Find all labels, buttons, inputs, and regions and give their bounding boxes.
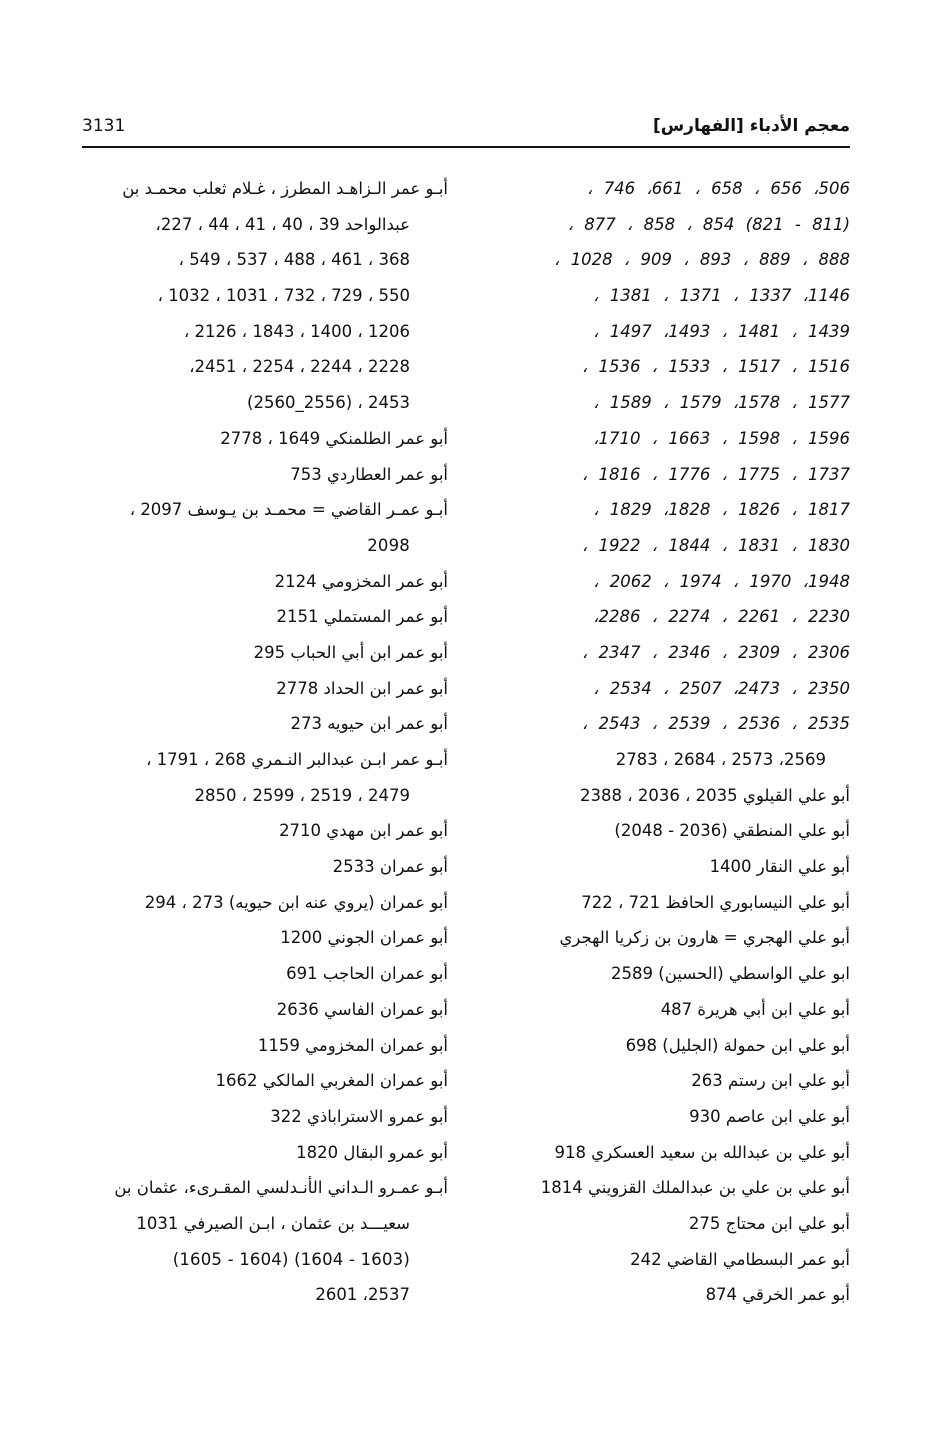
index-line: أبو عمر العطاردي 753 (290, 464, 448, 484)
index-column-left (76, 171, 448, 1313)
index-line: أبو عمر المستملي 2151 (276, 607, 448, 627)
index-line: 1596 ، 1598 ، 1663 ، 1710، (593, 428, 850, 448)
index-line: 2230 ، 2261 ، 2274 ، 2286، (593, 607, 850, 627)
index-line: 550 ، 729 ، 732 ، 1031 ، 1032 ، (157, 286, 410, 306)
index-line: أبـو عمـرو الـداني الأنـدلسي المقـرىء، عثمان بن (114, 1178, 448, 1198)
index-line: 2453 ، (2556_2560) (247, 393, 410, 413)
index-line: أبو عمران المخزومي 1159 (257, 1035, 448, 1055)
index-line: 1516 ، 1517 ، 1533 ، 1536 ، (581, 357, 850, 377)
index-line: ابو علي الواسطي (الحسين) 2589 (611, 964, 850, 984)
index-line: أبو علي بن علي بن عبدالملك القزويني 1814 (540, 1178, 850, 1198)
index-line: أبو عمران الفاسي 2636 (276, 999, 448, 1019)
index-line: 1206 ، 1400 ، 1843 ، 2126 ، (183, 321, 410, 341)
index-line: 2479 ، 2519 ، 2599 ، 2850 (194, 785, 410, 805)
index-line: أبو عمر ابن أبي الحباب 295 (253, 642, 448, 662)
index-line: 2537، 2601 (315, 1285, 410, 1305)
index-line: 506، 656 ، 658 ، 661، 746 ، (587, 179, 850, 198)
index-line: أبو عمران الجوني 1200 (280, 928, 448, 948)
running-title: معجم الأدباء [الفهارس] (652, 116, 850, 136)
page-number: 3131 (82, 116, 126, 136)
index-line: أبو عمر ابن حيويه 273 (290, 714, 448, 734)
index-line: أبو عمرو البقال 1820 (296, 1142, 448, 1162)
index-line: 1817 ، 1826 ، 1828، 1829 ، (593, 500, 850, 520)
index-line: 2569، 2573 ، 2684 ، 2783 (615, 750, 826, 769)
index-line: أبو عمرو الاستراباذي 322 (270, 1106, 448, 1126)
index-line: أبو عمر ابن مهدي 2710 (279, 821, 448, 841)
index-line: 2535 ، 2536 ، 2539 ، 2543 ، (581, 714, 850, 734)
index-line: أبـو عمر ابـن عبدالبر النـمري 268 ، 1791 ، (146, 750, 448, 769)
index-line: أبو علي ابن رستم 263 (691, 1071, 850, 1091)
index-line: أبو عمران 2533 (332, 857, 448, 877)
index-line: أبو علي النقار 1400 (709, 857, 850, 877)
index-line: أبو علي ابن أبي هريرة 487 (660, 999, 850, 1019)
index-line: أبـو عمر الـزاهـد المطرز ، غـلام ثعلب محمـد بن (122, 179, 448, 198)
index-line: أبو علي النيسابوري الحافظ 721 ، 722 (581, 892, 850, 912)
index-line: 2098 (367, 535, 410, 555)
index-line: 888 ، 889 ، 893 ، 909 ، 1028 ، (554, 250, 850, 270)
index-line: (811 - 821) 854 ، 858 ، 877 ، (567, 214, 850, 234)
index-line: أبو عمر ابن الحداد 2778 (276, 678, 448, 698)
index-line: أبو علي القيلوي 2035 ، 2036 ، 2388 (580, 785, 850, 805)
index-line: أبو عمر الخرقي 874 (705, 1285, 850, 1305)
index-line: أبو علي ابن محتاج 275 (688, 1213, 850, 1233)
index-line: 2350 ، 2473، 2507 ، 2534 ، (593, 678, 850, 698)
index-line: أبو عمر المخزومي 2124 (274, 571, 448, 591)
index-line: 1830 ، 1831 ، 1844 ، 1922 ، (581, 535, 850, 555)
index-line: أبو علي المنطقي (2036 - 2048) (614, 821, 850, 841)
index-line: 2306 ، 2309 ، 2346 ، 2347 ، (581, 642, 850, 662)
index-line: 1439 ، 1481 ، 1493، 1497 ، (593, 321, 850, 341)
index-column-right (490, 171, 850, 1313)
index-line: أبو عمر البسطامي القاضي 242 (630, 1249, 850, 1269)
index-line: أبـو عمـر القاضي = محمـد بن يـوسف 2097 ، (129, 500, 448, 520)
index-line: 1948، 1970 ، 1974 ، 2062 ، (593, 571, 850, 591)
index-line: 368 ، 461 ، 488 ، 537 ، 549 ، (178, 250, 410, 270)
index-line: أبو علي بن عبدالله بن سعيد العسكري 918 (554, 1142, 850, 1162)
index-line: سعيـــد بن عثمان ، ابـن الصيرفي 1031 (136, 1213, 410, 1233)
index-line: (1603 - 1604) (1604 - 1605) (172, 1249, 410, 1269)
index-line: 1737 ، 1775 ، 1776 ، 1816 ، (581, 464, 850, 484)
index-line: عبدالواحد 39 ، 40 ، 41 ، 44 ، 227، (155, 214, 410, 234)
index-line: أبو عمر الطلمنكي 1649 ، 2778 (220, 428, 448, 448)
index-line: أبو عمران (يروي عنه ابن حيويه) 273 ، 294 (144, 892, 448, 912)
page-header (82, 110, 850, 148)
index-line: أبو علي ابن حمولة (الجليل) 698 (625, 1035, 850, 1055)
index-line: 1577 ، 1578، 1579 ، 1589 ، (593, 393, 850, 413)
index-line: أبو علي الهجري = هارون بن زكريا الهجري (559, 928, 850, 948)
index-line: أبو علي ابن عاصم 930 (689, 1106, 850, 1126)
index-line: 2228 ، 2244 ، 2254 ، 2451، (189, 357, 410, 377)
index-line: أبو عمران المغربي المالكي 1662 (215, 1071, 448, 1091)
index-line: أبو عمران الحاجب 691 (286, 964, 448, 984)
index-line: 1146، 1337 ، 1371 ، 1381 ، (593, 286, 850, 306)
